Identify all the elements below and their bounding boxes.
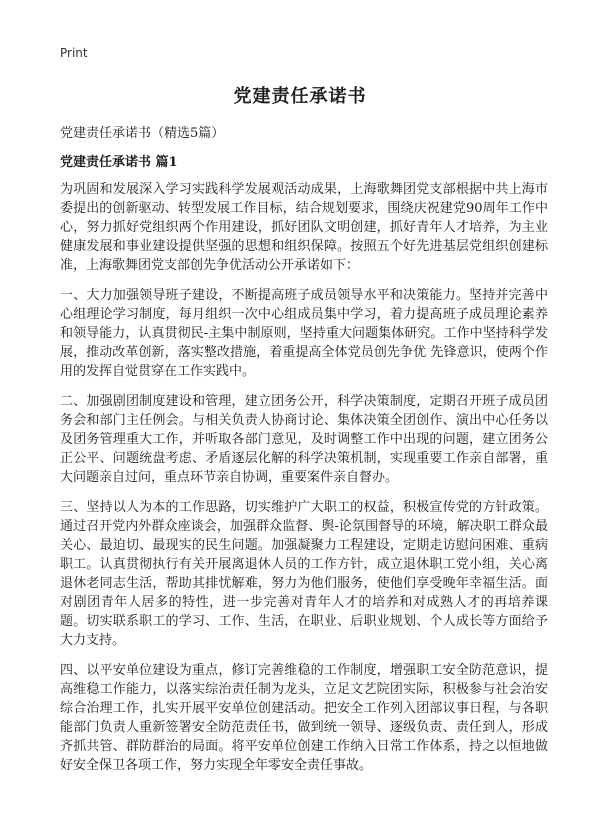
print-link[interactable]: Print <box>60 46 88 60</box>
section-heading: 党建责任承诺书 篇1 <box>60 155 178 170</box>
paragraph-3: 三、坚持以人为本的工作思路，切实维护广大职工的权益，积极宣传党的方针政策。通过召开党内外群众座谈会，加强群众监督、舆-论氛围督导的环境，解决职工群众最关心、最迫切、最现实的民生问题。加强凝聚力工程建设，定期走访慰问困难、重病职工。认真贯彻执行有关开展离退休人员的工作方针，成立退休职工党小组，关心离退休老同志生活，帮助其排忧解难，努力为他们服务，使他们享受晚年幸福生活。面对剧团青年人居多的特性，进一步完善对青年人才的培养和对成熟人才的再培养课题。切实联系职工的学习、工作、生活，在职业、后职业规划、个人成长等方面给予大力支持。 <box>60 500 548 648</box>
document-body <box>60 180 548 786</box>
paragraph-2: 二、加强剧团制度建设和管理，建立团务公开，科学决策制度，定期召开班子成员团务会和部门主任例会。与相关负责人协商讨论、集体决策全团创作、演出中心任务以及团务管理重大工作，并听取各部门意见，及时调整工作中出现的问题，建立团务公正公平、问题统盘考虑、矛盾逐层化解的科学决策机制，实现重要工作亲自部署，重大问题亲自过问，重点环节亲自协调，重要案件亲自督办。 <box>60 394 548 485</box>
paragraph-intro: 为巩固和发展深入学习实践科学发展观活动成果，上海歌舞团党支部根据中共上海市委提出的创新驱动、转型发展工作目标，结合规划要求，围绕庆祝建党90周年工作中心，努力抓好党组织两个作用建设，抓好团队文明创建，抓好青年人才培养，为主业健康发展和事业建设提供坚强的思想和组织保障。按照五个好先进基层党组织创建标准，上海歌舞团党支部创先争优活动公开承诺如下： <box>60 182 548 273</box>
document-subtitle: 党建责任承诺书（精选5篇） <box>60 126 225 141</box>
document-title: 党建责任承诺书 <box>233 86 367 107</box>
paragraph-1: 一、大力加强领导班子建设，不断提高班子成员领导水平和决策能力。坚持并完善中心组理论学习制度，每月组织一次中心组成员集中学习，着力提高班子成员理论素养和领导能力，认真贯彻民-主集中制原则，坚持重大问题集体研究。工作中坚持科学发展，推动改革创新，落实整改措施，着重提高全体党员创先争优 先锋意识，使两个作用的发挥自觉贯穿在工作实践中。 <box>60 288 548 379</box>
paragraph-4: 四、以平安单位建设为重点，修订完善维稳的工作制度，增强职工安全防范意识，提高维稳工作能力，以落实综治责任制为龙头，立足文艺院团实际，积极参与社会治安综合治理工作，扎实开展平安单位创建活动。把安全工作列入团部议事日程，与各职能部门负责人重新签署安全防范责任书，做到统一领导、逐级负责、责任到人，形成齐抓共管、群防群治的局面。将平安单位创建工作纳入日常工作体系，持之以恒地做好安全保卫各项工作，努力实现全年零安全责任事故。 <box>60 663 548 773</box>
